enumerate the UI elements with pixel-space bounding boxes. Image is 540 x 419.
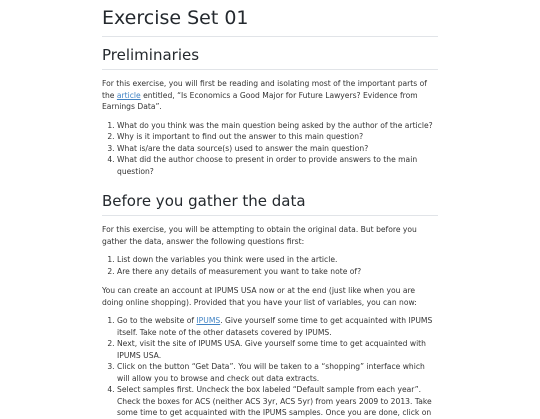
- step1-text-start: Go to the website of: [117, 316, 197, 325]
- document-body: [102, 0, 438, 419]
- preliminaries-intro: [102, 78, 438, 113]
- step1-text-end: . Give yourself some time to get acquainted with IPUMS itself. Take note of the other datasets covered by IPUMS.: [117, 316, 433, 337]
- account-paragraph: You can create an account at IPUMS USA now or at the end (just like when you are doing online shopping). Provided that you have your list of variables, you can now:: [102, 286, 417, 307]
- list-item: 2. Next, visit the site of IPUMS USA. Give yourself some time to get acquainted with IPUMS USA.: [117, 338, 438, 361]
- steps-list: [102, 315, 438, 419]
- section-heading-before-data: Before you gather the data: [102, 191, 438, 216]
- preliminaries-intro-text-end: entitled, “Is Economics a Good Major for Future Lawyers? Evidence from Earnings Data”.: [102, 90, 418, 111]
- before-data-intro: For this exercise, you will be attempting to obtain the original data. But before you gather the data, answer the following questions first:: [102, 225, 417, 246]
- before-data-questions-list: [102, 254, 438, 277]
- preliminaries-questions-list: [102, 120, 438, 178]
- preliminaries-intro-text-start: For this exercise, you will first be reading and isolating most of the important parts of the: [102, 79, 427, 100]
- article-link[interactable]: article: [116, 90, 141, 100]
- list-item: 2. Are there any details of measurement you want to take note of?: [117, 266, 438, 278]
- list-item: 4. What did the author choose to present in order to provide answers to the main question?: [117, 154, 438, 177]
- list-item: 3. Click on the button “Get Data”. You will be taken to a “shopping” interface which will allow you to browse and check out data extracts.: [117, 361, 438, 384]
- list-item: [117, 315, 438, 338]
- list-item: 4. Select samples first. Uncheck the box labeled “Default sample from each year”. Check the boxes for ACS (neither ACS 3yr, ACS 5yr) from years 2009 to 2013. Take some time to get acquainted with the IPUMS samples. Once you are done, click on: [117, 384, 438, 419]
- list-item: 3. What is/are the data source(s) used to answer the main question?: [117, 143, 438, 155]
- page-title: Exercise Set 01: [102, 6, 438, 37]
- ipums-link[interactable]: IPUMS: [196, 316, 221, 325]
- section-heading-preliminaries: Preliminaries: [102, 45, 438, 70]
- list-item: 1. What do you think was the main question being asked by the author of the article?: [117, 120, 438, 132]
- list-item: 1. List down the variables you think were used in the article.: [117, 254, 438, 266]
- list-item: 2. Why is it important to find out the answer to this main question?: [117, 131, 438, 143]
